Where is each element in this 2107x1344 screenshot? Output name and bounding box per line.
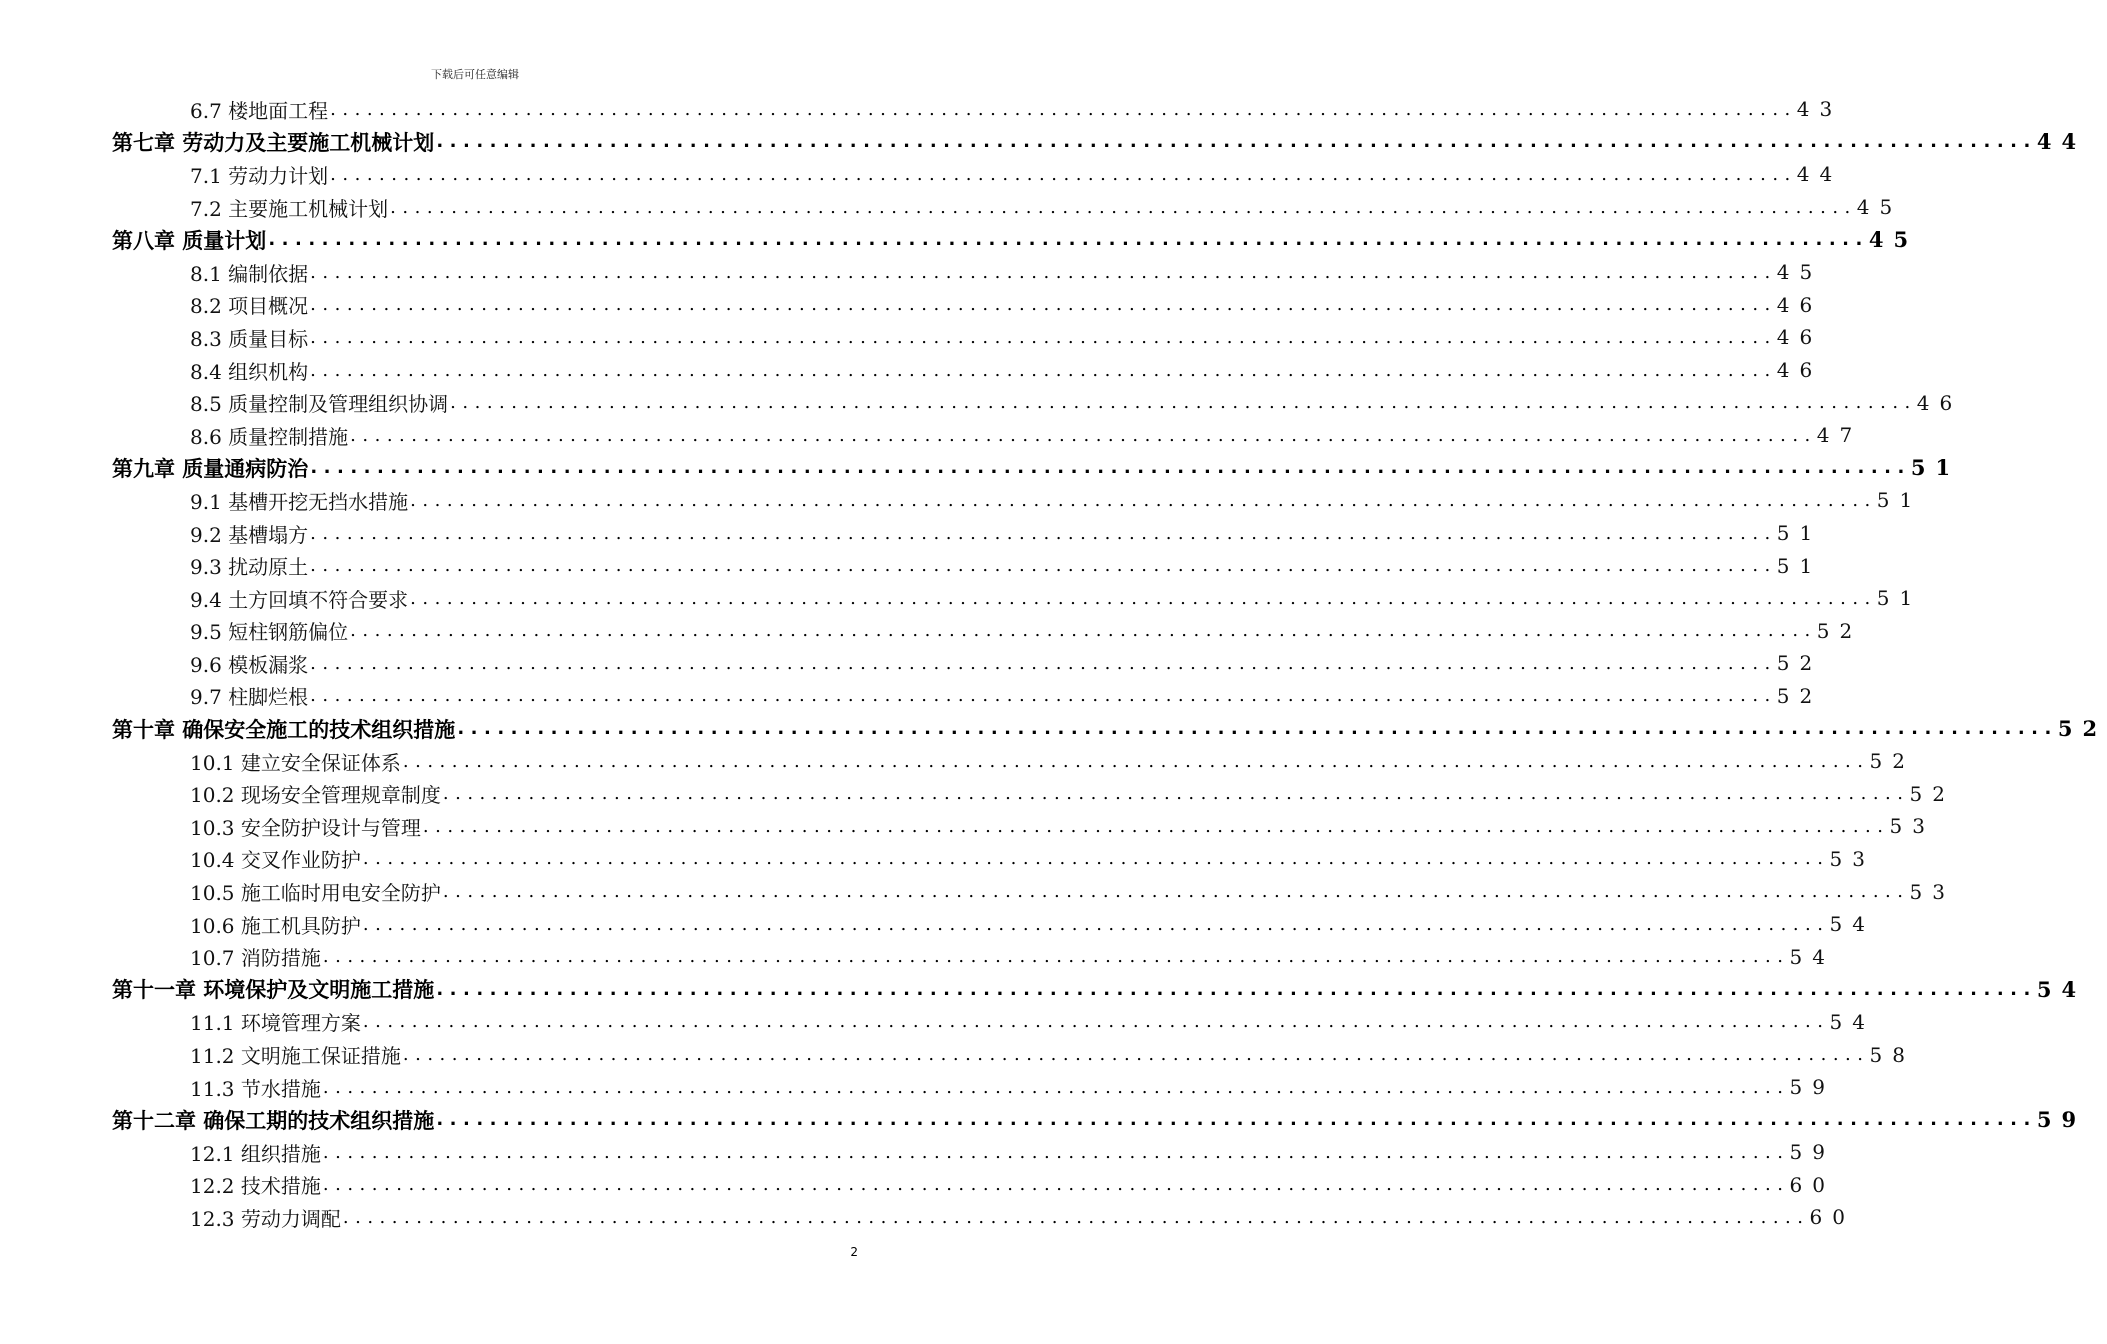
toc-dot-leader: ........................................................................................................................: [362, 848, 1830, 870]
toc-section-entry[interactable]: [0, 647, 1823, 680]
toc-dot-leader: ........................................................................................................................: [410, 587, 1877, 609]
toc-section-entry[interactable]: [0, 1071, 1835, 1104]
toc-entry-title: 12.2 技术措施: [190, 1170, 323, 1199]
toc-entry-title: 9.2 基槽塌方: [190, 519, 310, 548]
toc-section-entry[interactable]: [0, 386, 1963, 419]
toc-entry-title: 10.1 建立安全保证体系: [190, 747, 403, 776]
toc-section-entry[interactable]: [0, 321, 1823, 354]
toc-entry-title: 9.4 土方回填不符合要求: [190, 584, 410, 613]
toc-entry-title: 9.7 柱脚烂根: [190, 681, 310, 710]
toc-section-entry[interactable]: [0, 843, 1875, 876]
toc-dot-leader: ........................................................................................................................: [436, 1109, 2037, 1131]
toc-entry-title: 8.6 质量控制措施: [190, 421, 350, 450]
toc-dot-leader: ........................................................................................................................: [402, 1044, 1870, 1066]
toc-chapter-entry[interactable]: [0, 223, 1919, 256]
toc-entry-title: 9.5 短柱钢筋偏位: [190, 616, 350, 645]
toc-section-entry[interactable]: [0, 191, 1903, 224]
toc-chapter-entry[interactable]: [0, 1103, 2087, 1136]
toc-dot-leader: ........................................................................................................................: [310, 522, 1777, 544]
toc-entry-title: 8.4 组织机构: [190, 356, 310, 385]
toc-dot-leader: ........................................................................................................................: [410, 489, 1877, 511]
toc-chapter-entry[interactable]: [0, 452, 1961, 485]
toc-section-entry[interactable]: [0, 1201, 1855, 1234]
page-number: 2: [850, 1245, 858, 1259]
toc-dot-leader: ........................................................................................................................: [362, 913, 1830, 935]
toc-dot-leader: ........................................................................................................................: [322, 1076, 1790, 1098]
toc-dot-leader: ........................................................................................................................: [322, 1141, 1790, 1163]
toc-entry-page: 60: [1789, 1172, 1835, 1197]
toc-entry-page: 51: [1910, 455, 1961, 481]
toc-section-entry[interactable]: [0, 93, 1843, 126]
toc-entry-page: 52: [1776, 683, 1823, 708]
toc-dot-leader: ........................................................................................................................: [362, 1011, 1830, 1033]
toc-entry-title: 12.3 劳动力调配: [190, 1203, 343, 1232]
toc-entry-page: 44: [1796, 162, 1843, 187]
toc-entry-page: 51: [1776, 553, 1823, 578]
toc-chapter-entry[interactable]: [0, 712, 2107, 745]
toc-entry-page: 51: [1876, 488, 1923, 513]
toc-entry-page: 53: [1829, 846, 1875, 871]
toc-entry-title: 8.5 质量控制及管理组织协调: [190, 388, 450, 417]
toc-entry-page: 52: [1816, 618, 1863, 643]
toc-entry-page: 51: [1776, 521, 1823, 546]
toc-entry-page: 51: [1876, 586, 1923, 611]
toc-entry-title: 9.3 扰动原土: [190, 551, 310, 580]
toc-entry-page: 45: [1776, 260, 1823, 285]
toc-entry-page: 52: [2057, 716, 2107, 742]
toc-dot-leader: ........................................................................................................................: [310, 685, 1777, 707]
toc-entry-page: 60: [1809, 1205, 1855, 1230]
toc-section-entry[interactable]: [0, 940, 1835, 973]
toc-entry-page: 45: [1856, 195, 1903, 220]
toc-section-entry[interactable]: [0, 419, 1863, 452]
toc-dot-leader: ........................................................................................................................: [442, 783, 1910, 805]
toc-dot-leader: ........................................................................................................................: [322, 1174, 1790, 1196]
toc-entry-page: 58: [1869, 1042, 1915, 1067]
toc-entry-page: 45: [1868, 227, 1919, 253]
toc-dot-leader: ........................................................................................................................: [322, 946, 1790, 968]
toc-dot-leader: ........................................................................................................................: [310, 652, 1777, 674]
toc-entry-page: 54: [1829, 912, 1875, 937]
toc-entry-title: 10.6 施工机具防护: [190, 910, 363, 939]
toc-dot-leader: ........................................................................................................................: [350, 424, 1817, 446]
toc-entry-page: 52: [1776, 651, 1823, 676]
toc-dot-leader: ........................................................................................................................: [310, 457, 1911, 479]
toc-entry-title: 9.6 模板漏浆: [190, 649, 310, 678]
toc-entry-title: 8.3 质量目标: [190, 323, 310, 352]
toc-entry-page: 52: [1909, 781, 1955, 806]
toc-entry-title: 12.1 组织措施: [190, 1138, 323, 1167]
toc-entry-title: 7.2 主要施工机械计划: [190, 193, 390, 222]
toc-entry-title: 10.2 现场安全管理规章制度: [190, 779, 443, 808]
toc-section-entry[interactable]: [0, 484, 1923, 517]
toc-entry-page: 54: [1829, 1009, 1875, 1034]
toc-chapter-entry[interactable]: [0, 126, 2087, 159]
toc-entry-page: 44: [2036, 129, 2087, 155]
page-header: 下载后可任意编辑: [431, 68, 519, 81]
toc-entry-title: 10.3 安全防护设计与管理: [190, 812, 423, 841]
toc-entry-page: 59: [1789, 1140, 1835, 1165]
toc-section-entry[interactable]: [0, 1038, 1915, 1071]
toc-section-entry[interactable]: [0, 777, 1955, 810]
toc-section-entry[interactable]: [0, 875, 1955, 908]
toc-section-entry[interactable]: [0, 289, 1823, 322]
toc-section-entry[interactable]: [0, 354, 1823, 387]
toc-entry-page: 47: [1816, 423, 1863, 448]
toc-entry-title: 9.1 基槽开挖无挡水措施: [190, 486, 410, 515]
toc-entry-title: 7.1 劳动力计划: [190, 160, 330, 189]
toc-dot-leader: ........................................................................................................................: [310, 555, 1777, 577]
toc-section-entry[interactable]: [0, 615, 1863, 648]
toc-entry-title: 10.7 消防措施: [190, 942, 323, 971]
toc-dot-leader: ........................................................................................................................: [450, 392, 1917, 414]
toc-dot-leader: ........................................................................................................................: [310, 294, 1777, 316]
toc-entry-page: 46: [1776, 292, 1823, 317]
toc-entry-page: 46: [1916, 390, 1963, 415]
toc-section-entry[interactable]: [0, 680, 1823, 713]
toc-chapter-entry[interactable]: [0, 973, 2087, 1006]
toc-dot-leader: ........................................................................................................................: [390, 196, 1857, 218]
toc-entry-title: 10.4 交叉作业防护: [190, 844, 363, 873]
toc-entry-title: 11.3 节水措施: [190, 1073, 323, 1102]
toc-dot-leader: ........................................................................................................................: [436, 131, 2037, 153]
toc-section-entry[interactable]: [0, 549, 1823, 582]
toc-entry-page: 52: [1869, 749, 1915, 774]
toc-dot-leader: ........................................................................................................................: [457, 718, 2058, 740]
toc-entry-title: 8.1 编制依据: [190, 258, 310, 287]
toc-dot-leader: ........................................................................................................................: [268, 229, 1869, 251]
toc-dot-leader: ........................................................................................................................: [422, 815, 1890, 837]
toc-dot-leader: ........................................................................................................................: [342, 1206, 1810, 1228]
toc-section-entry[interactable]: [0, 908, 1875, 941]
toc-dot-leader: ........................................................................................................................: [436, 978, 2037, 1000]
toc-entry-title: 第八章 质量计划: [112, 225, 268, 255]
toc-section-entry[interactable]: [0, 745, 1915, 778]
toc-section-entry[interactable]: [0, 1006, 1875, 1039]
toc-entry-page: 54: [2036, 976, 2087, 1002]
table-of-contents: [0, 93, 2107, 1234]
toc-section-entry[interactable]: [0, 810, 1935, 843]
toc-entry-title: 第九章 质量通病防治: [112, 453, 310, 483]
toc-entry-page: 46: [1776, 325, 1823, 350]
toc-section-entry[interactable]: [0, 1136, 1835, 1169]
toc-entry-page: 59: [2036, 1107, 2087, 1133]
toc-dot-leader: ........................................................................................................................: [402, 750, 1870, 772]
toc-section-entry[interactable]: [0, 582, 1923, 615]
toc-entry-title: 第十二章 确保工期的技术组织措施: [112, 1105, 436, 1135]
toc-section-entry[interactable]: [0, 256, 1823, 289]
toc-dot-leader: ........................................................................................................................: [310, 261, 1777, 283]
toc-entry-title: 11.1 环境管理方案: [190, 1007, 363, 1036]
toc-entry-page: 54: [1789, 944, 1835, 969]
toc-dot-leader: ........................................................................................................................: [330, 98, 1797, 120]
toc-entry-title: 第十章 确保安全施工的技术组织措施: [112, 714, 457, 744]
toc-entry-title: 6.7 楼地面工程: [190, 95, 330, 124]
toc-entry-title: 11.2 文明施工保证措施: [190, 1040, 403, 1069]
toc-entry-title: 第十一章 环境保护及文明施工措施: [112, 974, 436, 1004]
toc-entry-page: 59: [1789, 1075, 1835, 1100]
toc-dot-leader: ........................................................................................................................: [442, 881, 1910, 903]
toc-section-entry[interactable]: [0, 1169, 1835, 1202]
toc-entry-page: 53: [1909, 879, 1955, 904]
toc-entry-page: 46: [1776, 358, 1823, 383]
toc-dot-leader: ........................................................................................................................: [310, 326, 1777, 348]
toc-section-entry[interactable]: [0, 517, 1823, 550]
toc-entry-title: 第七章 劳动力及主要施工机械计划: [112, 127, 436, 157]
toc-entry-page: 53: [1889, 814, 1935, 839]
toc-dot-leader: ........................................................................................................................: [310, 359, 1777, 381]
toc-section-entry[interactable]: [0, 158, 1843, 191]
toc-entry-title: 10.5 施工临时用电安全防护: [190, 877, 443, 906]
toc-dot-leader: ........................................................................................................................: [330, 163, 1797, 185]
toc-dot-leader: ........................................................................................................................: [350, 620, 1817, 642]
toc-entry-title: 8.2 项目概况: [190, 290, 310, 319]
toc-entry-page: 43: [1796, 97, 1843, 122]
